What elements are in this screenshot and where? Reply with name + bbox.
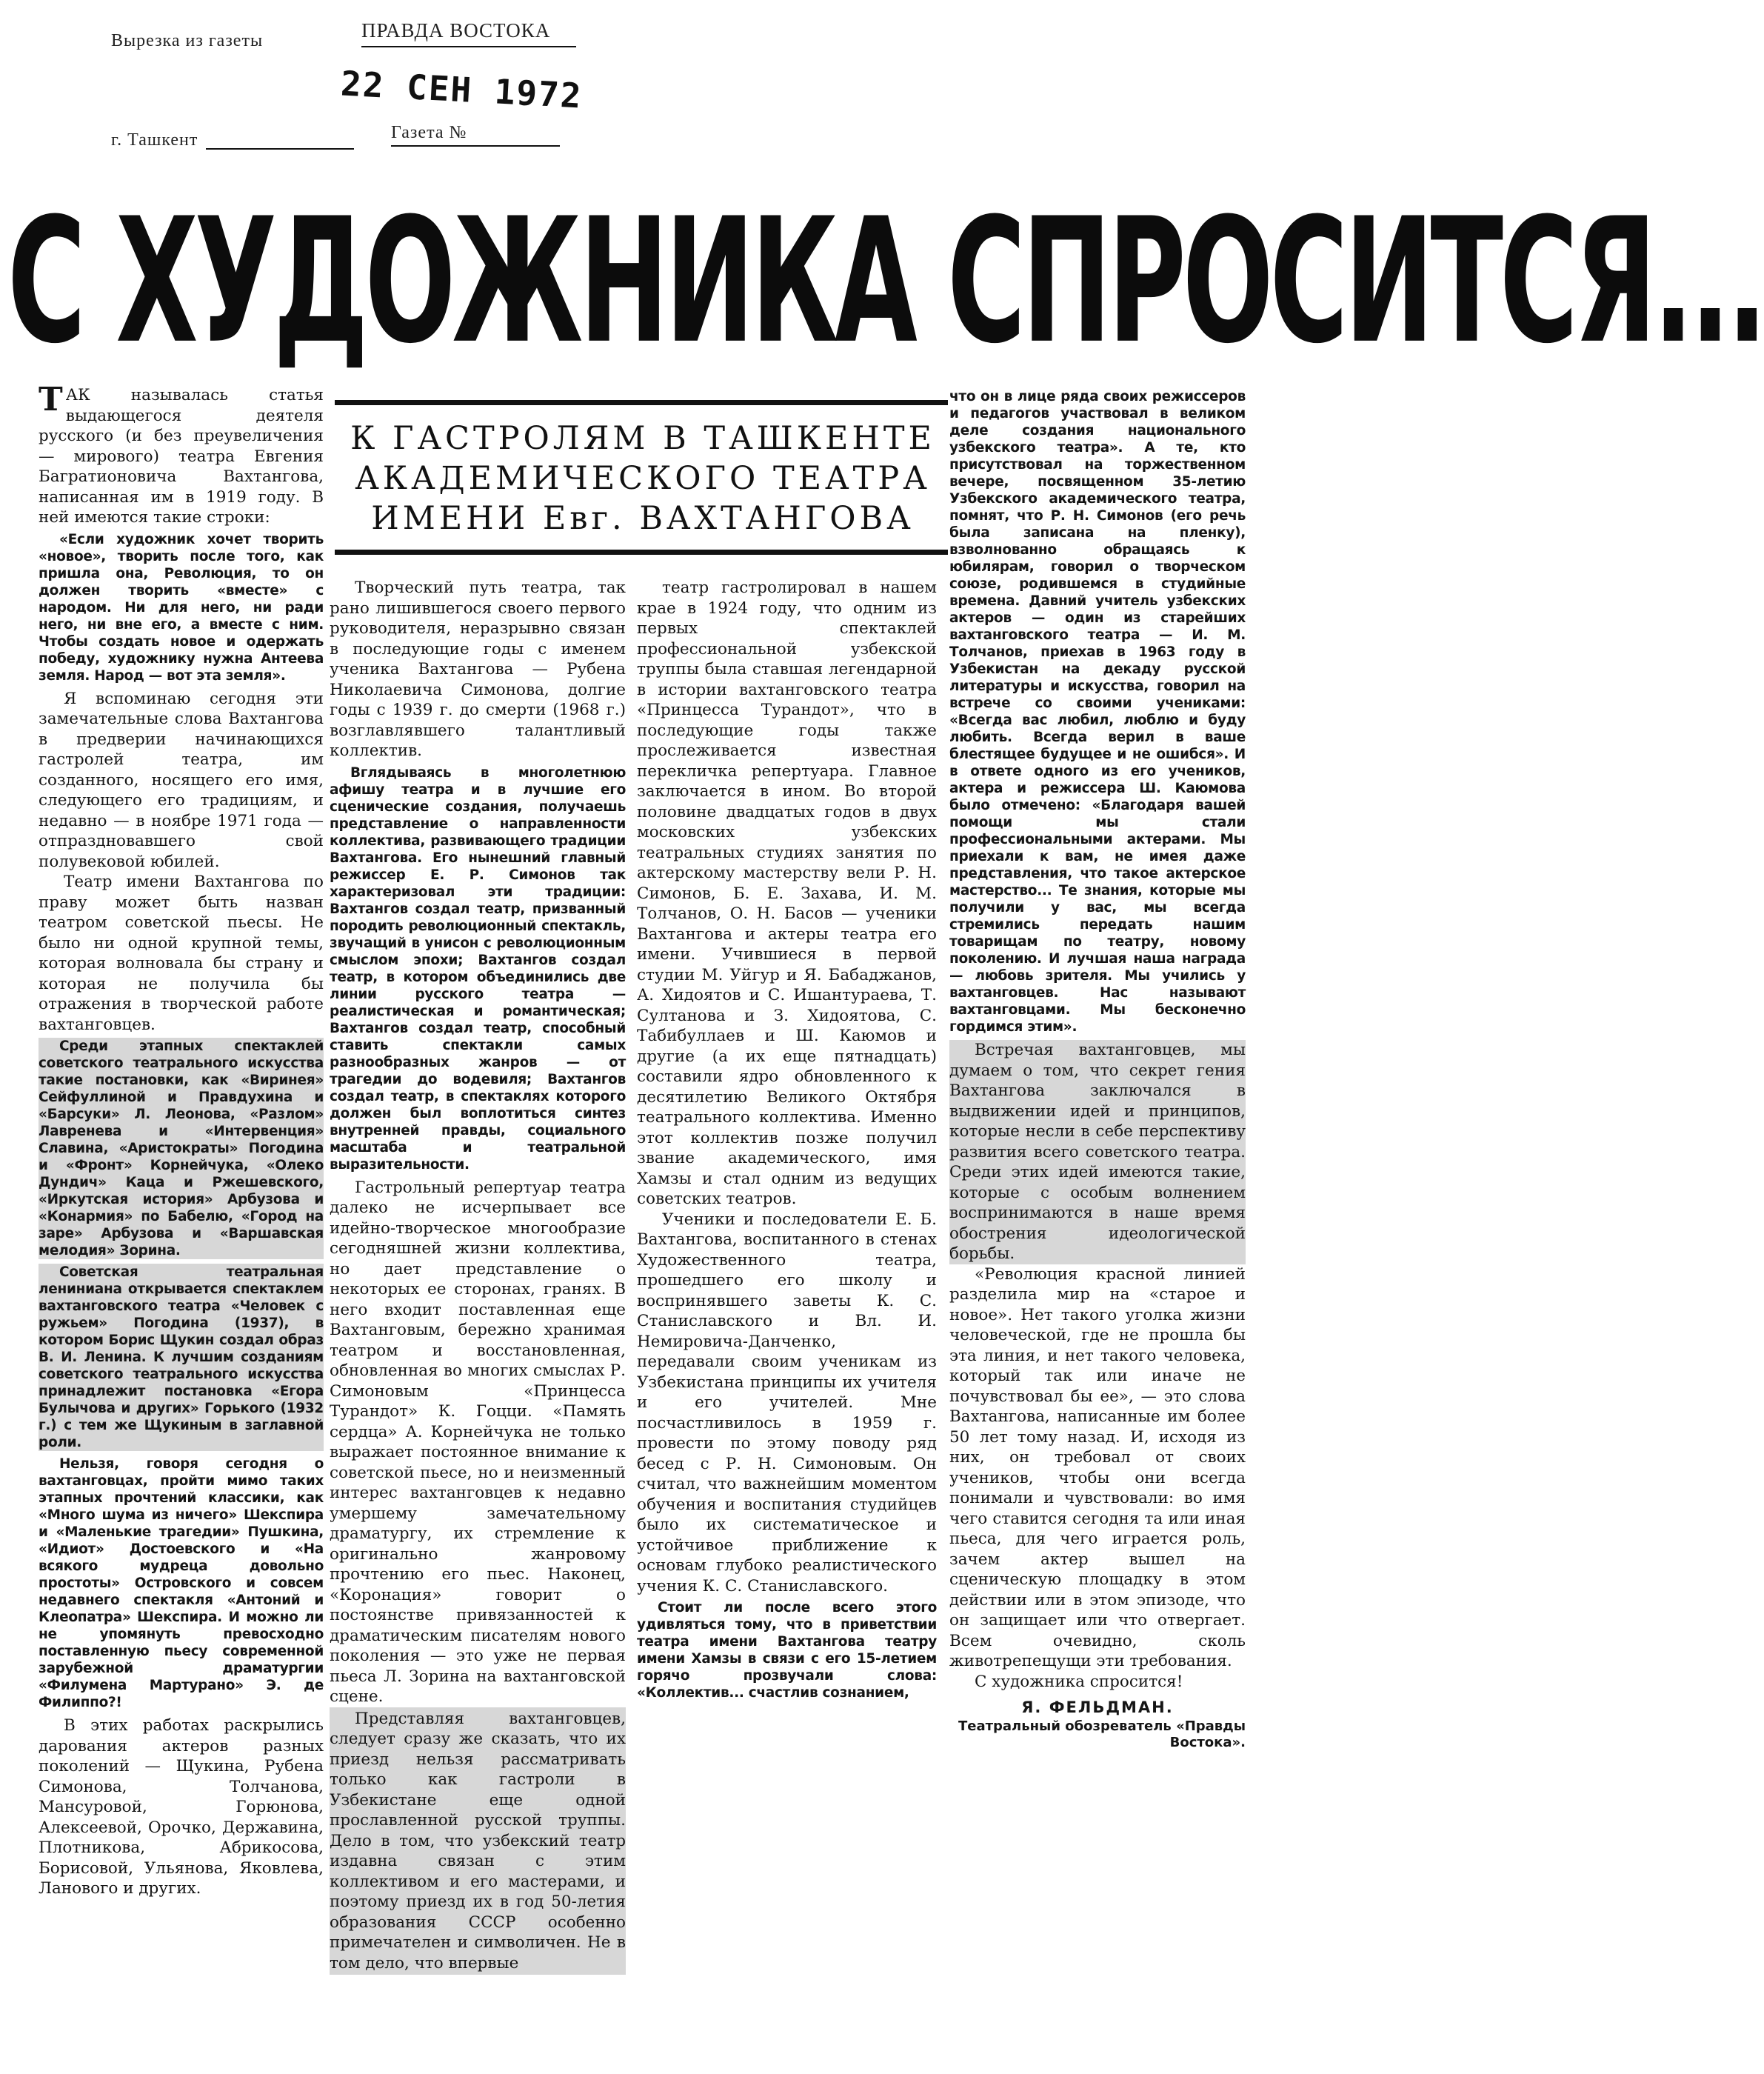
article-paragraph: Гастрольный репертуар театра далеко не исчерпывает все идейно-творческое многообразие сегодняшней жизни коллектива, но дает представление о некоторых ее сторонах, гранях. В него входит поставленная еще Вахтанговым, бережно хранимая театром и восстановленная, обновленная во многих смыслах Р. Симоновым «Принцесса Турандот» К. Гоцци. «Память сердца» А. Корнейчука не только выражает постоянное внимание к советской пьесе, но и неизменный интерес вахтанговцев к недавно умершему замечательному драматургу, их стремление к оригинально жанровому прочтению его пьес. Наконец, «Коронация» говорит о постоянстве привязанностей к драматическим писателям нового поколения — это уже не первая пьеса Л. Зорина на вахтанговской сцене. — [330, 1178, 626, 1706]
subheadline — [339, 419, 946, 538]
vakhtangov-quote: «Если художник хочет творить «новое», творить после того, как пришла она, Революция, то он должен творить «вместе» с народом. Ни для него, ни ради него, ни вне его, а вместе с ним. Чтобы создать новое и одержать победу, художнику нужна Антеева земля. Народ — вот эта земля». — [39, 531, 324, 684]
article-paragraph: Творческий путь театра, так рано лишившегося своего первого руководителя, неразрывно связан в последующие годы с именем ученика Вахтангова — Рубена Николаевича Симонова, долгие годы с 1939 г. до смерти (1968 г.) возглавлявшего талантливый коллектив. — [330, 578, 626, 760]
article-paragraph: Я вспоминаю сегодня эти замечательные слова Вахтангова в предверии начинающихся гастролей театра, им созданного, носящего его имя, следующего его традициям, и недавно — в ноябре 1971 года — отпраздновавшего свой полувековой юбилей. — [39, 689, 324, 871]
article-column-1 — [39, 381, 324, 1898]
article-paragraph: В этих работах раскрылись дарования актеров разных поколений — Щукина, Рубена Симонова, Толчанова, Мансуровой, Горюнова, Алексеевой, Орочко, Державина, Плотникова, Абрикосова, Борисовой, Ульянова, Яковлева, Ланового и других. — [39, 1716, 324, 1898]
closing-line: С художника спросится! — [975, 1672, 1183, 1691]
shaded-paragraph-box — [330, 1707, 626, 1975]
subheadline-top-rule — [335, 400, 948, 405]
highlighted-paragraph: Вглядываясь в многолетнюю афишу театра и в лучшие его сценические создания, получаешь представление о направленности коллектива, развивающего традиции Вахтангова. Его нынешний главный режиссер Е. Р. Симонов так характеризовал эти традиции: Вахтангов создал театр, призванный породить революционный спектакль, звучащий в унисон с революционным смыслом эпохи; Вахтангов создал театр, в котором объединились две линии русского театра — реалистическая и романтическая; Вахтангов создал театр, способный ставить спектакли самых разнообразных жанров — от трагедии до водевиля; Вахтангов создал театр, в спектаклях которого должен был воплотиться синтез внутренней правды, социального масштаба и театральной выразительности. — [330, 764, 626, 1173]
highlighted-paragraph: Советская театральная лениниана открывается спектаклем вахтанговского театра «Человек с ружьем» Погодина (1937), в котором Борис Щукин создал образ В. И. Ленина. К лучшим созданиям советского театрального искусства принадлежит постановка «Егора Булычова и других» Горького (1932 г.) с тем же Щукиным в заглавной роли. — [39, 1264, 324, 1450]
highlighted-paragraph: Стоит ли после всего этого удивляться тому, что в приветствии театра имени Вахтангова театру имени Хамзы в связи с его 15-летием горячо прозвучали слова: «Коллектив... счастлив сознанием, — [637, 1600, 937, 1701]
article-paragraph: Театр имени Вахтангова по праву может быть назван театром советской пьесы. Не было ни одной крупной темы, которая волновала бы страну и которая не получила бы отражения в творческой работе вахтанговцев. — [39, 873, 324, 1034]
newspaper-name: ПРАВДА ВОСТОКА — [361, 19, 551, 41]
headline: С ХУДОЖНИКА СПРОСИТСЯ... — [7, 180, 1764, 382]
date-stamp: 22 СЕН 1972 — [339, 63, 584, 116]
subheadline-line-3: ИМЕНИ Евг. ВАХТАНГОВА — [371, 500, 915, 537]
article-column-3 — [637, 578, 937, 1778]
issue-label: Газета № — [391, 123, 467, 142]
subheadline-line-1: К ГАСТРОЛЯМ В ТАШКЕНТЕ — [350, 420, 935, 457]
newspaper-underline — [361, 46, 576, 47]
article-paragraph: театр гастролировал в нашем крае в 1924 году, что одним из первых спектаклей профессиональной узбекской труппы была ставшая легендарной в истории вахтанговского театра «Принцесса Турандот», что в последующие годы также прослеживается известная перекличка репертуара. Главное заключается в ином. Во второй половине двадцатых годов в двух московских узбекских театральных студиях занятия по актерскому мастерству вели Р. Н. Симонов, Б. Е. Захава, И. М. Толчанов, О. Н. Басов — ученики Вахтангова и актеры театра его имени. Учившиеся в первой студии М. Уйгур и Я. Бабаджанов, А. Хидоятов и С. Ишантураева, Т. Султанова и З. Хидоятова, С. Табибуллаев и Ш. Каюмов и другие (а их еще пятнадцать) составили ядро обновленного к десятилетию Великого Октября театрального коллектива. Именно этот коллектив позже получил звание академического, имя Хамзы и стал одним из ведущих советских театров. — [637, 578, 937, 1208]
clipping-label: Вырезка из газеты — [111, 31, 264, 50]
article-paragraph: Встречая вахтанговцев, мы думаем о том, что секрет гения Вахтангова заключался в выдвижении идей и принципов, которые несли в себе перспективу развития всего советского театра. Среди этих идей имеются такие, которые с особым волнением воспринимаются в наше время обострения идеологической борьбы. — [949, 1041, 1246, 1263]
article-column-4 — [949, 385, 1246, 1789]
subheadline-bottom-rule — [335, 550, 948, 555]
city-label: г. Ташкент — [111, 130, 198, 150]
highlighted-paragraph: что он в лице ряда своих режиссеров и педагогов участвовал в великом деле создания национального узбекского театра». А те, кто присутствовал на торжественном вечере, посвященном 35-летию Узбекского академического театра, помнят, что Р. Н. Симонов (его речь была записана на пленку), взволнованно обращаясь к юбилярам, говорил о творческом союзе, родившемся в студийные времена. Давний учитель узбекских актеров — один из старейших вахтанговского театра — И. М. Толчанов, приехав в 1963 году в Узбекистан на декаду русской литературы и искусства, говорил на встрече со своими учениками: «Всегда вас любил, люблю и буду любить. Всегда верил в ваше блестящее будущее и не ошибся». И в ответе одного из его учеников, актера и режиссера Ш. Каюмова было отмечено: «Благодаря вашей помощи мы стали профессиональными актерами. Мы приехали к вам, не имея даже представления, что такое актерское мастерство... Те знания, которые мы получили у вас, мы всегда стремились передать нашим товарищам по театру, новому поколению. И лучшая наша награда — любовь зрителя. Мы учились у вахтанговцев. Нас называют вахтанговцами. Мы бесконечно гордимся этим». — [949, 389, 1246, 1035]
city-underline — [206, 148, 354, 150]
highlighted-paragraph: Среди этапных спектаклей советского театрального искусства такие постановки, как «Виринея» Сейфуллиной и Правдухина и «Барсуки» Л. Леонова, «Разлом» Лавренева и «Интервенция» Славина, «Аристократы» Погодина и «Фронт» Корнейчука, «Олеко Дундич» Каца и Ржешевского, «Иркутская история» Арбузова и «Конармия» по Бабелю, «Город на заре» Арбузова и «Варшавская мелодия» Зорина. — [39, 1038, 324, 1258]
article-paragraph: Представляя вахтанговцев, следует сразу же сказать, что их приезд нельзя рассматривать только как гастроли в Узбекистане еще одной прославленной русской труппы. Дело в том, что узбекский театр издавна связан с этим коллективом и его мастерами, и поэтому приезд их в год 50-летия образования СССР особенно примечателен и символичен. Не в том дело, что впервые — [330, 1709, 626, 1973]
author-title: Театральный обозреватель «Правды Востока». — [958, 1718, 1246, 1750]
article-paragraph: ТАК называлась статья выдающегося деятеля русского (и без преувеличения — мирового) театра Евгения Багратионовича Вахтангова, написанная им в 1919 году. В ней имеются такие строки: — [39, 381, 324, 527]
article-paragraph: «Революция красной линией разделила мир на «старое и новое». Нет такого уголка жизни человеческой, где не прошла бы эта линия, и нет такого человека, который так или иначе не почувствовал бы ее», — это слова Вахтангова, написанные им более 50 лет тому назад. И, исходя из них, он требовал от своих учеников, чтобы они всегда понимали и чувствовали: во имя чего ставится сегодня та или иная пьеса, для чего играется роль, зачем актер вышел на сценическую площадку в этом действии или в этом эпизоде, что он защищает или что отвергает. Всем очевидно, сколь животрепещущи эти требования. — [949, 1264, 1246, 1670]
highlighted-paragraph: Нельзя, говоря сегодня о вахтанговцах, пройти мимо таких этапных прочтений классики, как «Много шума из ничего» Шекспира и «Маленькие трагедии» Пушкина, «Идиот» Достоевского и «На всякого мудреца довольно простоты» Островского и совсем недавнего спектакля «Антоний и Клеопатра» Шекспира. И можно ли не упомянуть превосходно поставленную пьесу современной зарубежной драматургии «Филумена Мартурано» Э. де Филиппо?! — [39, 1456, 324, 1710]
subheadline-line-2: АКАДЕМИЧЕСКОГО ТЕАТРА — [355, 460, 931, 497]
article-column-2 — [330, 578, 626, 2022]
author-signature: Я. ФЕЛЬДМАН. — [1021, 1698, 1174, 1716]
article-paragraph: Ученики и последователи Е. Б. Вахтангова, воспитанного в стенах Художественного театра, прошедшего его школу и воспринявшего заветы К. С. Станиславского и Вл. И. Немировича-Данченко, передавали своим ученикам из Узбекистана принципы их учителя и его учителей. Мне посчастливилось в 1959 г. провести по этому поводу ряд бесед с Р. Н. Симоновым. Он считал, что важнейшим моментом обучения и воспитания студийцев было их систематическое и устойчивое приближение к основам глубоко реалистического учения К. С. Станиславского. — [637, 1210, 937, 1595]
issue-underline — [391, 145, 560, 147]
